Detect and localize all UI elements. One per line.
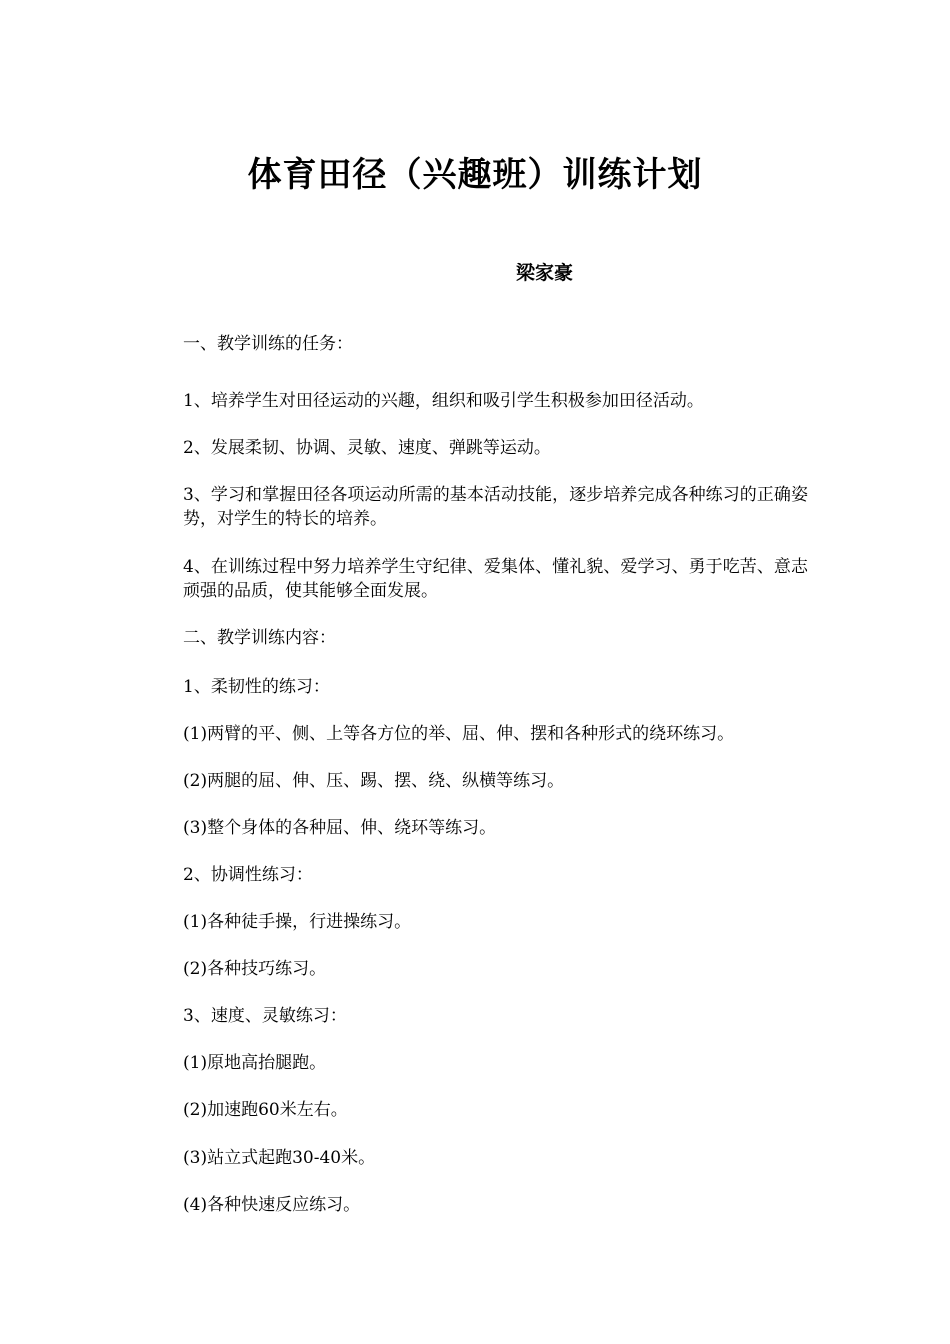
list-item: (1)原地高抬腿跑。	[183, 1053, 327, 1073]
subsection-speed-agility: 3、速度、灵敏练习：	[183, 1006, 347, 1026]
document-author: 梁家豪	[516, 262, 574, 284]
subsection-coordination: 2、协调性练习：	[183, 865, 313, 885]
list-item: (3)站立式起跑30-40米。	[183, 1148, 376, 1168]
subsection-flexibility: 1、柔韧性的练习：	[183, 677, 330, 697]
list-item: (1)各种徒手操，行进操练习。	[183, 912, 412, 932]
document-title: 体育田径（兴趣班）训练计划	[247, 155, 703, 195]
task-item-2: 2、发展柔韧、协调、灵敏、速度、弹跳等运动。	[183, 438, 551, 458]
list-item: (3)整个身体的各种屈、伸、绕环等练习。	[183, 818, 497, 838]
section-heading-tasks: 一、教学训练的任务：	[183, 334, 353, 354]
task-item-1: 1、培养学生对田径运动的兴趣，组织和吸引学生积极参加田径活动。	[183, 391, 704, 411]
task-item-4: 4、在训练过程中努力培养学生守纪律、爱集体、懂礼貌、爱学习、勇于吃苦、意志顽强的品质，使其能够全面发展。	[183, 557, 808, 601]
list-item: (2)加速跑60米左右。	[183, 1100, 348, 1120]
list-item: (2)各种技巧练习。	[183, 959, 327, 979]
section-heading-content: 二、教学训练内容：	[183, 628, 336, 648]
list-item: (4)各种快速反应练习。	[183, 1195, 361, 1215]
task-item-3: 3、学习和掌握田径各项运动所需的基本活动技能，逐步培养完成各种练习的正确姿势，对学生的特长的培养。	[183, 485, 808, 529]
list-item: (1)两臂的平、侧、上等各方位的举、屈、伸、摆和各种形式的绕环练习。	[183, 724, 735, 744]
list-item: (2)两腿的屈、伸、压、踢、摆、绕、纵横等练习。	[183, 771, 565, 791]
